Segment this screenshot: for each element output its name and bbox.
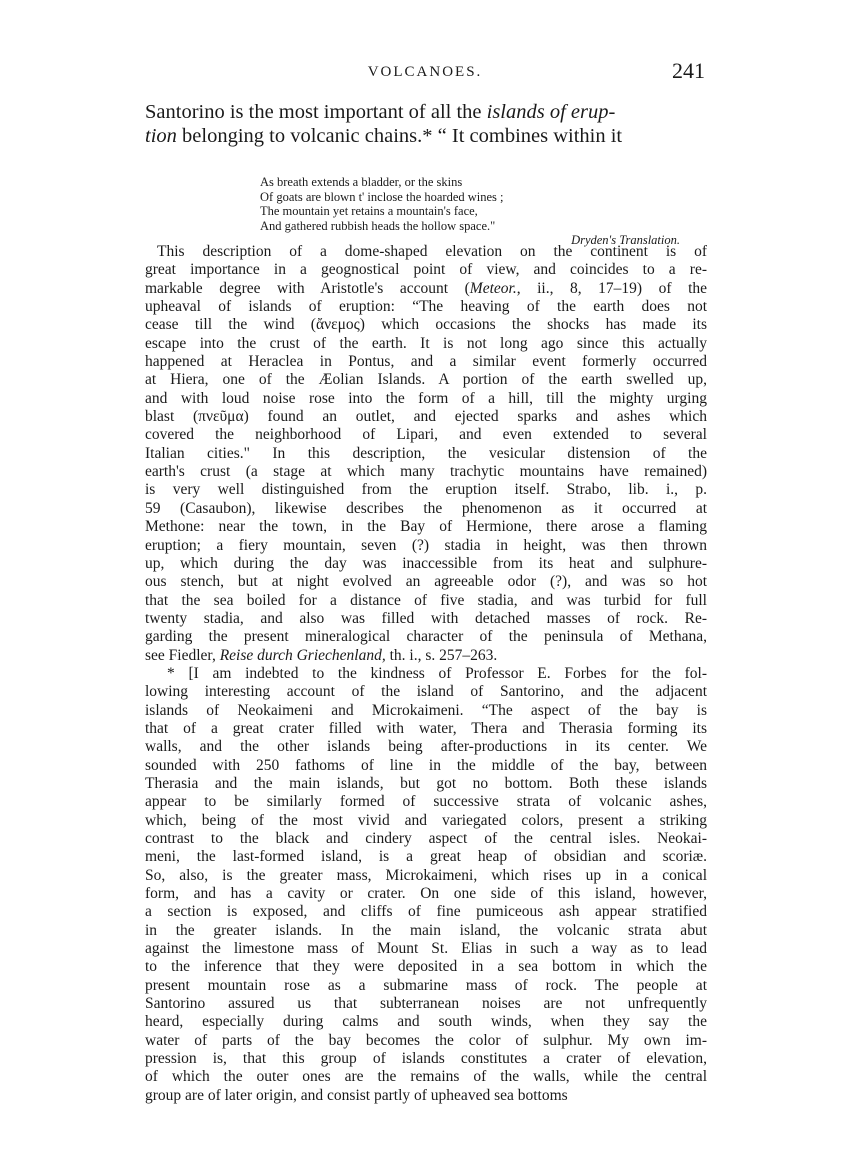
body-line: water of parts of the bay becomes the color of sulphur. My own im- [145, 1031, 707, 1049]
body-line: ous stench, but at night evolved an agreeable odor (?), and was so hot [145, 573, 707, 591]
body-line: of which the outer ones are the remains of the walls, while the central [145, 1068, 707, 1086]
verse-attribution: Dryden's Translation. [571, 233, 680, 247]
body-line: walls, and the other islands being after-productions in its center. We [145, 738, 707, 756]
body-line: cease till the wind (ἄνεμος) which occasions the shocks has made its [145, 316, 707, 334]
lead-paragraph [145, 100, 705, 148]
body-line: which, being of the most vivid and variegated colors, present a striking [145, 811, 707, 829]
body-line: see Fiedler, Reise durch Griechenland, th. i., s. 257–263. [145, 646, 498, 664]
body-line: form, and has a cavity or crater. On one side of this island, however, [145, 885, 707, 903]
body-line: This description of a dome-shaped elevation on the continent is of [157, 243, 707, 260]
body-line: escape into the crust of the earth. It is not long ago since this actually [145, 334, 707, 352]
body-line: meni, the last-formed island, is a great heap of obsidian and scoriæ. [145, 848, 707, 866]
body-text [145, 243, 707, 1105]
body-line: to the inference that they were deposited in a sea bottom in which the [145, 958, 707, 976]
body-line: 59 (Casaubon), likewise describes the phenomenon as it occurred at [145, 499, 707, 517]
book-page [145, 0, 710, 1150]
body-line: Therasia and the main islands, but got no bottom. Both these islands [145, 774, 707, 792]
lead-line: tion belonging to volcanic chains.* “ It combines within it [145, 125, 623, 147]
body-line: lowing interesting account of the island of Santorino, and the adjacent [145, 683, 707, 701]
verse-line: As breath extends a bladder, or the skins [260, 175, 463, 189]
body-line: that the sea boiled for a distance of five stadia, and was turbid for full [145, 591, 707, 609]
body-line: appear to be similarly formed of successive strata of volcanic ashes, [145, 793, 707, 811]
lead-line: Santorino is the most important of all the islands of erup- [145, 101, 616, 123]
body-line: covered the neighborhood of Lipari, and even extended to several [145, 426, 707, 444]
body-line: contrast to the black and cindery aspect of the central isles. Neokai- [145, 830, 707, 847]
verse-line: The mountain yet retains a mountain's face, [260, 204, 478, 218]
body-line: earth's crust (a stage at which many trachytic mountains have remained) [145, 463, 707, 481]
body-line: pression is, that this group of islands constitutes a crater of elevation, [145, 1050, 707, 1068]
body-line: twenty stadia, and also was filled with detached masses of rock. Re- [145, 609, 707, 627]
body-line: great importance in a geognostical point of view, and coincides to a re- [145, 261, 707, 279]
body-line: blast (πνεῦμα) found an outlet, and ejected sparks and ashes which [145, 408, 707, 426]
body-line: group are of later origin, and consist partly of upheaved sea bottoms [145, 1086, 568, 1104]
page-header [145, 58, 705, 88]
body-line: Methone: near the town, in the Bay of Hermione, there arose a flaming [145, 518, 707, 536]
body-line: a section is exposed, and cliffs of fine pumiceous ash appear stratified [145, 903, 707, 921]
body-line: sounded with 250 fathoms of line in the middle of the bay, between [145, 756, 707, 774]
body-line: eruption; a fiery mountain, seven (?) stadia in height, was then thrown [145, 536, 707, 554]
body-line: upheaval of islands of eruption: “The heaving of the earth does not [145, 298, 707, 316]
body-line: So, also, is the greater mass, Microkaimeni, which rises up in a conical [145, 866, 707, 884]
body-line: islands of Neokaimeni and Microkaimeni. “The aspect of the bay is [145, 701, 707, 719]
body-line: at Hiera, one of the Æolian Islands. A portion of the earth swelled up, [145, 371, 707, 389]
body-line: * [I am indebted to the kindness of Professor E. Forbes for the fol- [167, 664, 707, 682]
running-title: VOLCANOES. [367, 64, 483, 80]
body-line: and with loud noise rose into the form of a hill, till the mighty urging [145, 389, 707, 407]
body-line: garding the present mineralogical character of the peninsula of Methana, [145, 628, 707, 646]
body-line: against the limestone mass of Mount St. Elias in such a way as to lead [145, 940, 707, 958]
body-line: markable degree with Aristotle's account (Meteor., ii., 8, 17–19) of the [145, 279, 707, 297]
body-line: is very well distinguished from the eruption itself. Strabo, lib. i., p. [145, 481, 707, 499]
body-line: in the greater islands. In the main island, the volcanic strata abut [145, 921, 707, 939]
body-line: up, which during the day was inaccessible from its heat and sulphure- [145, 554, 707, 572]
body-line: that of a great crater filled with water, Thera and Therasia forming its [145, 719, 707, 737]
body-line: heard, especially during calms and south winds, when they say the [145, 1013, 707, 1031]
body-line: Santorino assured us that subterranean noises are not unfrequently [145, 995, 707, 1013]
body-line: happened at Heraclea in Pontus, and a similar event formerly occurred [145, 353, 707, 371]
verse-quotation [260, 175, 680, 248]
body-line: Italian cities." In this description, the vesicular distension of the [145, 444, 707, 462]
page-number: 241 [672, 58, 705, 83]
verse-line: Of goats are blown t' inclose the hoarded wines ; [260, 189, 504, 204]
body-line: present mountain rose as a submarine mass of rock. The people at [145, 976, 707, 994]
verse-line: And gathered rubbish heads the hollow space." [260, 218, 496, 233]
